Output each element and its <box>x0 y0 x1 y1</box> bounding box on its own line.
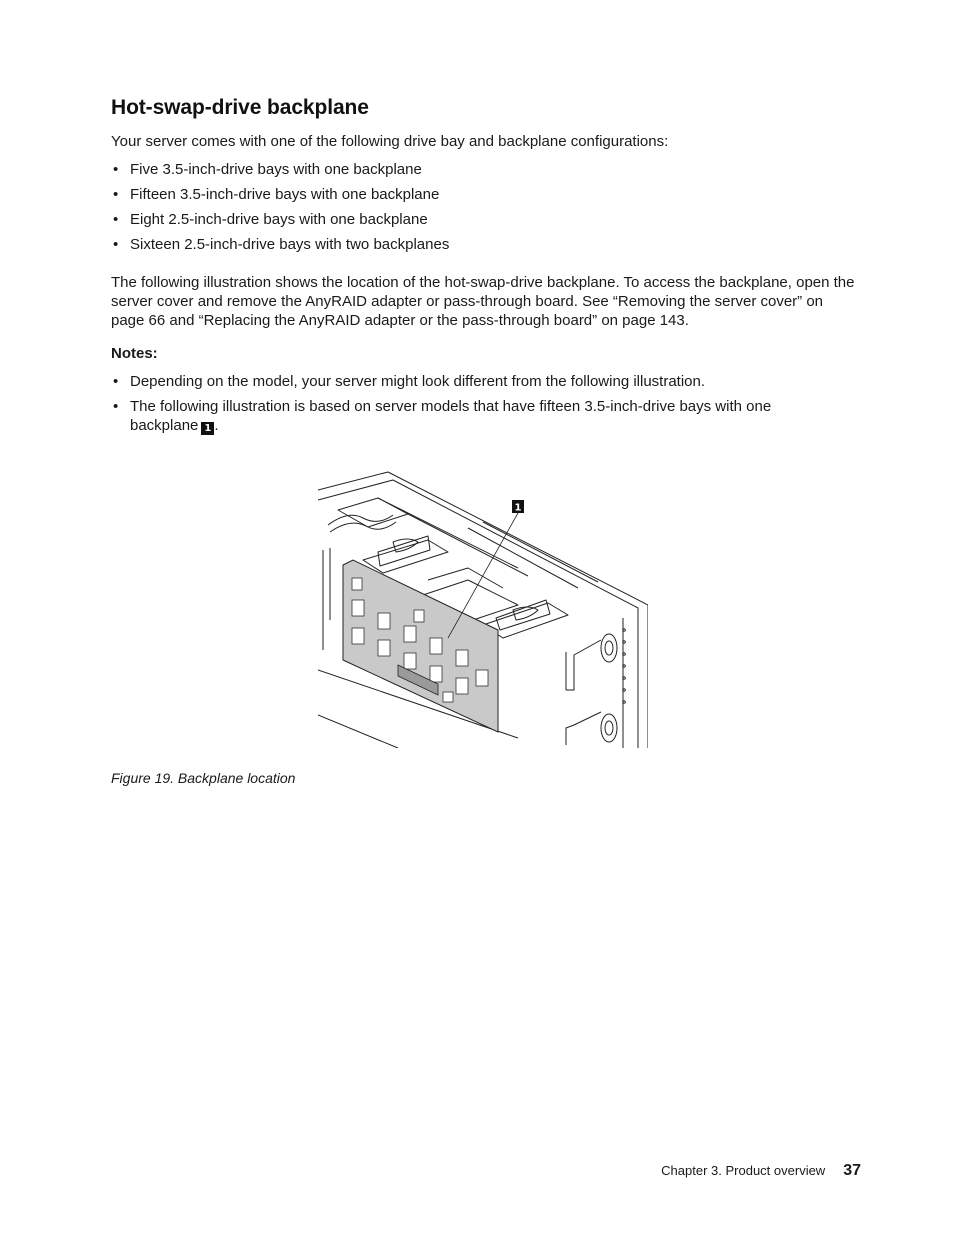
bullet-icon: • <box>113 236 119 253</box>
list-item: • Five 3.5-inch-drive bays with one backplane <box>113 161 422 178</box>
note-item: • The following illustration is based on server models that have fifteen 3.5-inch-drive bays with one backplane 1 . <box>113 398 772 434</box>
figure-caption: Figure 19. Backplane location <box>111 770 296 786</box>
intro-paragraph: Your server comes with one of the following drive bay and backplane configurations: <box>111 133 669 150</box>
list-item: • Fifteen 3.5-inch-drive bays with one backplane <box>113 186 440 203</box>
callout-badge: 1 <box>201 422 214 435</box>
page-footer <box>661 1162 861 1180</box>
notes-heading: Notes: <box>111 345 158 362</box>
notes-list <box>111 372 831 441</box>
page-title: Hot-swap-drive backplane <box>111 96 369 119</box>
note-item: • Depending on the model, your server might look different from the following illustration. <box>113 373 706 390</box>
backplane-illustration <box>318 470 648 748</box>
figure-callout: 1 <box>514 502 522 514</box>
list-item: • Eight 2.5-inch-drive bays with one backplane <box>113 211 428 228</box>
list-item: • Sixteen 2.5-inch-drive bays with two backplanes <box>113 236 450 253</box>
configuration-list <box>111 160 449 260</box>
description-paragraph: The following illustration shows the location of the hot-swap-drive backplane. To access the backplane, open the server cover and remove the AnyRAID adapter or pass-through board. See “Removing the server cover” on page 66 and “Replacing the AnyRAID adapter or the pass-through board” on page 143. <box>111 274 855 329</box>
footer-chapter: Chapter 3. Product overview <box>661 1163 826 1178</box>
bullet-icon: • <box>113 161 119 178</box>
bullet-icon: • <box>113 398 119 415</box>
bullet-icon: • <box>113 211 119 228</box>
server-chassis-drawing <box>318 470 648 748</box>
bullet-icon: • <box>113 373 119 390</box>
bullet-icon: • <box>113 186 119 203</box>
page-number: 37 <box>843 1162 861 1179</box>
backplane <box>343 560 498 732</box>
